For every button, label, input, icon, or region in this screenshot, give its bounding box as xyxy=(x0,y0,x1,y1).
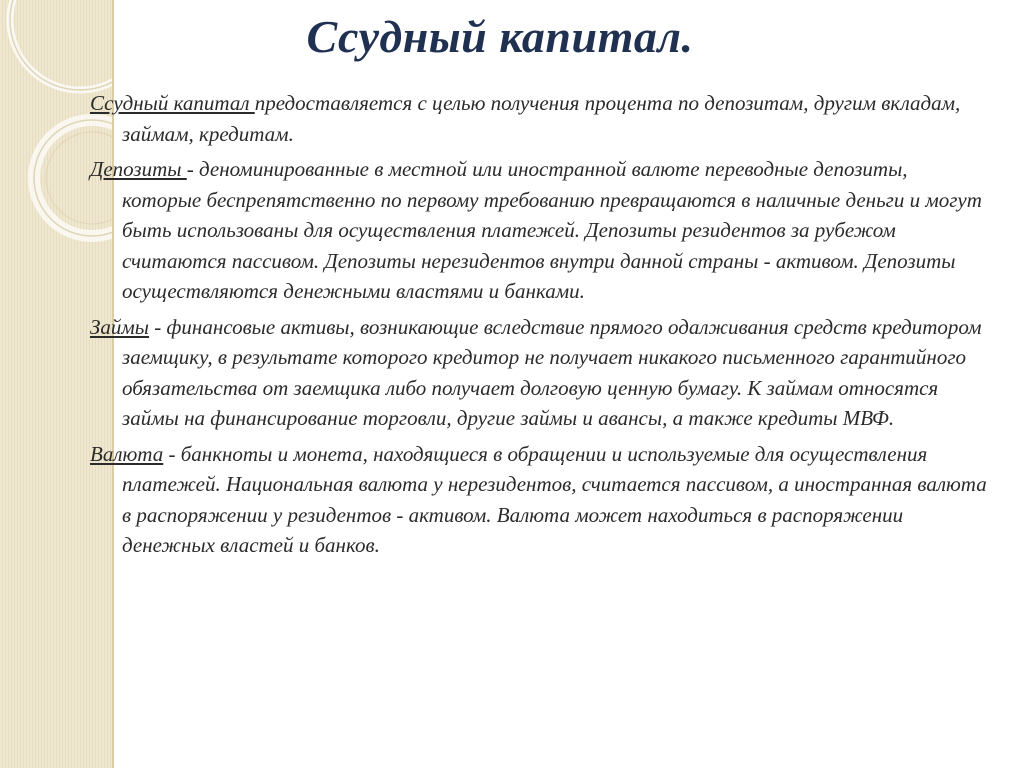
term-currency: Валюта xyxy=(90,441,164,466)
term-loans: Займы xyxy=(90,314,150,339)
definition-deposits: - деноминированные в местной или иностранной валюте переводные депозиты, которые беспрепятственно по первому требованию превращаются в наличные деньги и могут быть использованы для осуществления платежей. Депозиты резидентов за рубежом считаются пассивом. Депозиты нерезидентов внутри данной страны - активом. Депозиты осуществляются денежными властями и банками. xyxy=(122,157,982,303)
term-deposits: Депозиты xyxy=(90,157,187,181)
definition-loans: - финансовые активы, возникающие вследствие прямого одалживания средств кредитором заемщику, в результате которого кредитор не получает никакого письменного гарантийного обязательства от заемщика либо получает долговую ценную бумагу. К займам относятся займы на финансирование торговли, другие займы и авансы, а также кредиты МВФ. xyxy=(122,314,982,430)
definition-currency: - банкноты и монета, находящиеся в обращении и используемые для осуществления платежей. Национальная валюта у нерезидентов, считается пассивом, а иностранная валюта в распоряжении у резидентов - активом. Валюта может находиться в распоряжении денежных властей и банков. xyxy=(122,441,987,557)
paragraph-loans xyxy=(90,312,990,434)
paragraph-currency xyxy=(90,439,990,561)
paragraph-deposits xyxy=(90,154,990,307)
slide-title: Ссудный капитал. xyxy=(306,11,694,62)
definition-loan-capital: предоставляется с целью получения процента по депозитам, другим вкладам, займам, кредитам. xyxy=(122,91,961,146)
slide-content xyxy=(90,88,990,566)
paragraph-loan-capital xyxy=(90,88,990,149)
term-loan-capital: Ссудный капитал xyxy=(90,91,255,115)
